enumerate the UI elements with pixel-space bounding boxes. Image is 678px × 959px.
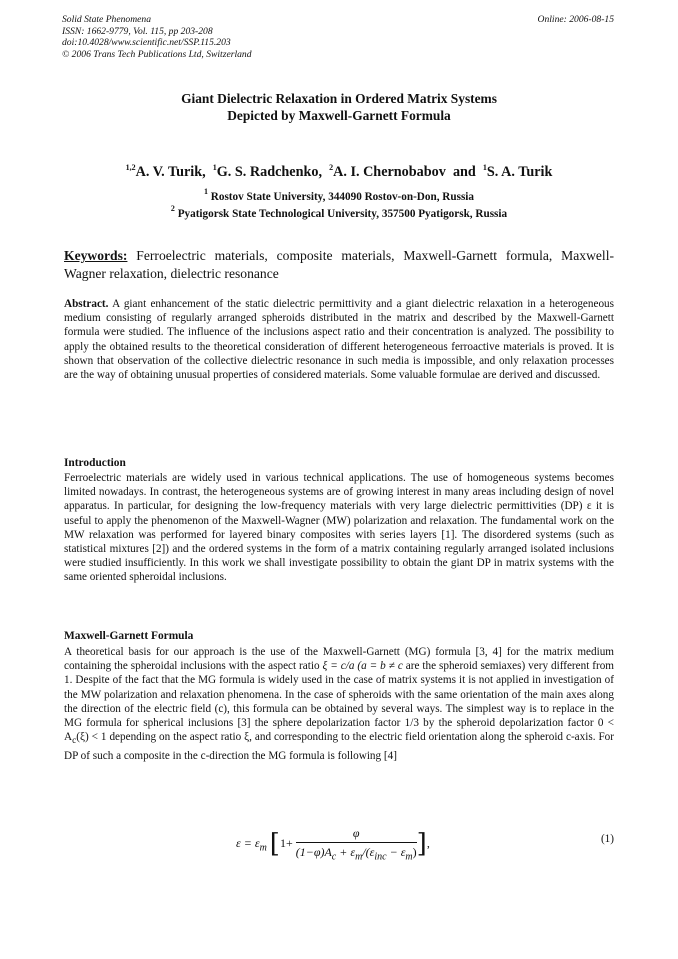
author-2: G. S. Radchenko, bbox=[216, 164, 323, 180]
online-date: Online: 2006-08-15 bbox=[537, 14, 614, 25]
affiliation-1-mark: 1 bbox=[203, 187, 208, 196]
left-bracket-icon: [ bbox=[269, 829, 280, 860]
mg-text-part-1: A theoretical basis for our approach is the use of the Maxwell-Garnett (MG) formula [3, 4] for the matrix medium containing the spheroidal inclusions with the aspect ratio bbox=[64, 646, 614, 673]
depolarization-subscript: c bbox=[72, 736, 77, 747]
eq-den-c: /(ε bbox=[362, 845, 375, 859]
introduction-text: Ferroelectric materials are widely used in various technical applications. The use of homogeneous systems becomes limited nowadays. In contrast, the heterogeneous systems are of growing interest in many areas including design of novel apparatus. In particular, for designing the low-frequency materials with very large dielectric permittivities (DP) ε it is useful to apply the phenomenon of the Maxwell-Wagner (MW) polarization and relaxation. The fundamental work on the MW relaxation was performed for layered binary composites with series layers [1]. The disordered systems (such as statistical mixtures [2]) and the ordered systems in the form of a matrix containing regularly arranged isolated inclusions were studied insufficiently. In this work we shall investigate possibility to obtain the giant DP in matrix systems with the same oriented spheroidal inclusions. bbox=[64, 472, 614, 584]
author-3: A. I. Chernobabov bbox=[333, 164, 446, 180]
eq-den-a: (1−φ)A bbox=[295, 845, 332, 859]
author-list bbox=[0, 163, 678, 181]
affiliation-1-text: Rostov State University, 344090 Rostov-on-Don, Russia bbox=[210, 191, 475, 203]
abstract-label: Abstract. bbox=[64, 298, 109, 310]
affiliation-2-text: Pyatigorsk State Technological University, 357500 Pyatigorsk, Russia bbox=[177, 208, 508, 220]
eq-sub-m: m bbox=[259, 842, 267, 854]
keywords bbox=[64, 247, 614, 282]
author-2-affil: 1 bbox=[212, 163, 217, 172]
affiliation-2-mark: 2 bbox=[170, 204, 175, 213]
abstract bbox=[64, 297, 614, 382]
mg-formula-heading: Maxwell-Garnett Formula bbox=[64, 630, 194, 642]
eq-den-sub-c: c bbox=[331, 851, 337, 863]
aspect-ratio-expression: ξ = c/a (a = b ≠ c bbox=[322, 660, 403, 673]
eq-den-sub-m: m bbox=[355, 851, 363, 863]
journal-header bbox=[62, 14, 252, 60]
keywords-text: Ferroelectric materials, composite materials, Maxwell-Garnett formula, Maxwell-Wagner relaxation, dielectric resonance bbox=[64, 248, 615, 281]
issn-line: ISSN: 1662-9779, Vol. 115, pp 203-208 bbox=[62, 25, 213, 37]
title-line-2: Depicted by Maxwell-Garnett Formula bbox=[227, 108, 451, 123]
copyright-line: © 2006 Trans Tech Publications Ltd, Switzerland bbox=[62, 48, 252, 60]
author-4: S. A. Turik bbox=[486, 164, 553, 180]
title-line-1: Giant Dielectric Relaxation in Ordered Matrix Systems bbox=[181, 91, 497, 106]
eq-one-plus: 1+ bbox=[279, 835, 293, 850]
author-3-affil: 2 bbox=[329, 163, 334, 172]
author-4-affil: 1 bbox=[482, 163, 487, 172]
affiliation-1 bbox=[0, 187, 678, 203]
eq-den-sub-inc: inc bbox=[374, 851, 387, 863]
journal-name: Solid State Phenomena bbox=[62, 14, 151, 25]
equation-number: (1) bbox=[600, 833, 614, 845]
eq-denominator bbox=[296, 843, 417, 862]
paper-title bbox=[0, 90, 678, 124]
author-1: A. V. Turik, bbox=[135, 164, 206, 180]
keywords-label: Keywords: bbox=[64, 248, 128, 263]
mg-text-part-3: (ξ) < 1 depending on the aspect ratio ξ, and corresponding to the electric field orientation along the spheroid c-axis. For DP of such a composite in the c-direction the MG formula is following [4] bbox=[64, 731, 614, 762]
mg-text-part-2: are the spheroid semiaxes) very different from 1. Despite of the fact that the MG formula is widely used in the case of matrix systems it is not applied in investigation of the MW polarization and relaxation phenomena. In the case of spheroids with the same orientation of the main axes along the direction of the electric field (c), this formula can be obtained by several ways. The simplest way is to replace in the MG formula for spherical inclusions [3] the sphere depolarization factor 1/3 by the spheroid depolarization factor 0 < A bbox=[64, 660, 615, 744]
eq-den-sub-m2: m bbox=[405, 851, 413, 863]
abstract-text: A giant enhancement of the static dielectric permittivity and a giant dielectric relaxation in a heterogeneous medium consisting of regularly arranged spheroids distributed in the matrix and described by the Maxwell-Garnett formula were studied. The influence of the inclusions aspect ratio and their concentration is analyzed. The possibility to apply the obtained results to the theoretical consideration of different heterogeneous ferroactive materials is proved. It is shown that observation of the collective dielectric resonance in such media is impossible, and only relaxation processes are the way of obtaining unusual properties of considered materials. Some valuable formulae are derived and discussed. bbox=[64, 298, 614, 382]
eq-lhs: ε = ε bbox=[236, 835, 260, 850]
eq-fraction bbox=[296, 826, 417, 862]
eq-trail: , bbox=[426, 835, 430, 850]
eq-numerator: φ bbox=[296, 826, 417, 843]
author-1-affil: 1,2 bbox=[125, 163, 136, 172]
eq-den-b: + ε bbox=[336, 845, 356, 859]
right-bracket-icon: ] bbox=[416, 829, 427, 860]
doi-line[interactable]: doi:10.4028/www.scientific.net/SSP.115.203 bbox=[62, 37, 231, 49]
introduction-heading: Introduction bbox=[64, 457, 126, 469]
eq-den-d: − ε bbox=[386, 845, 406, 859]
eq-den-e: ) bbox=[412, 845, 417, 859]
equation-1 bbox=[236, 826, 430, 862]
affiliation-2 bbox=[0, 204, 678, 220]
author-and: and bbox=[452, 164, 476, 180]
mg-formula-text bbox=[64, 645, 614, 763]
